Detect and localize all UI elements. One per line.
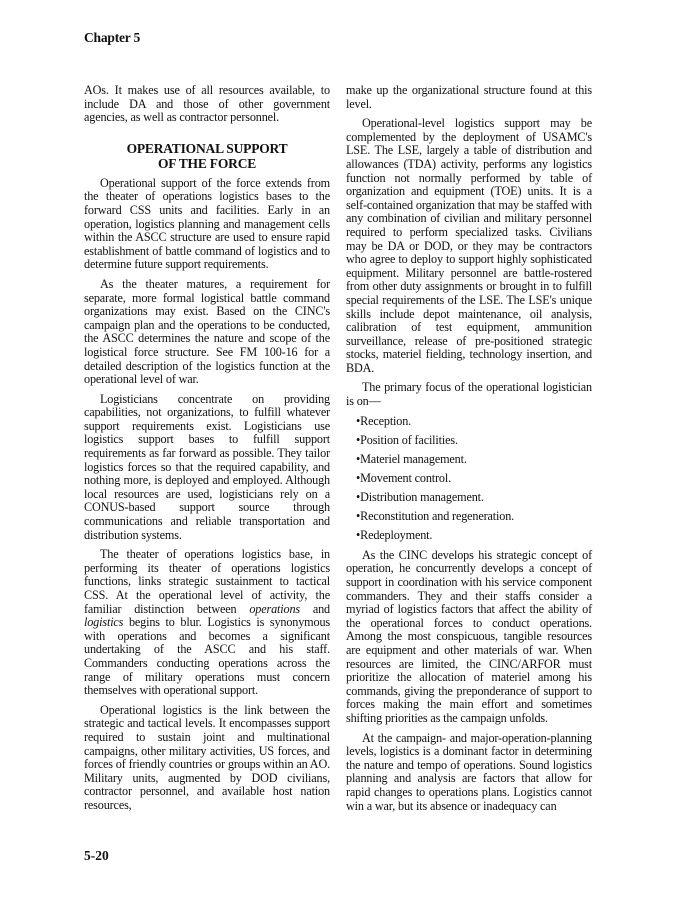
list-item: •Reconstitution and regeneration.	[356, 509, 515, 524]
list-item: •Distribution management.	[356, 490, 484, 505]
section-heading	[84, 141, 330, 171]
paragraph: As the theater matures, a requirement for separate, more formal logistical battle command organizations may exist. Based on the CINC's campaign plan and the operations to be conducted, the ASCC determines the nature and scope of the logistical force structure. See FM 100-16 for a detailed description of the logistics function at the operational level of war.	[84, 276, 330, 387]
left-column	[84, 84, 330, 819]
emphasis-operations: operations	[249, 601, 300, 616]
paragraph: The primary focus of the operational logistician is on—	[346, 380, 592, 409]
paragraph	[84, 548, 330, 698]
paragraph: As the CINC develops his strategic concept of operation, he concurrently develops a concept of support in coordination with his service component commanders. They and their staffs consider a myriad of logistics factors that affect the ability of the operational forces to conduct operations. Among the most conspicuous, tangible resources are equipment and other materials of war. When resources are limited, the CINC/ARFOR must prioritize the allocation of materiel among his commands, giving the preponderance of support to forces making the main effort and sometimes shifting priorities as the campaign unfolds.	[346, 547, 592, 725]
right-column	[346, 84, 592, 819]
text-run: and	[299, 601, 330, 616]
list-item: •Redeployment.	[356, 528, 433, 543]
paragraph: Operational support of the force extends from the theater of operations logistics bases to the forward CSS units and facilities. Early in an operation, logistics planning and management cells within the ASCC structure are used to ensure rapid establishment of battle command of logistics and to determine future support requirements.	[84, 175, 330, 272]
chapter-header: Chapter 5	[84, 30, 141, 45]
paragraph: Logisticians concentrate on providing capabilities, not organizations, to fulfill whatever support requirements exist. Logisticians use logistics support bases to fulfill support requirements as far forward as possible. They tailor logistics forces so that the required capability, and nothing more, is deployed and employed. Although local resources are used, logisticians rely on a CONUS-based support source through communications and reliable transportation and distribution systems.	[84, 391, 330, 542]
paragraph: AOs. It makes use of all resources available, to include DA and those of other government agencies, as well as contractor personnel.	[84, 83, 330, 125]
emphasis-logistics: logistics	[84, 615, 124, 630]
list-item: •Reception.	[356, 413, 412, 428]
text-run: begins to blur. Logistics is synonymous with operations and becomes a significant undertaking of the ASCC and his staff. Commanders conducting operations across the range of military operations must concern themselves with operational support.	[84, 615, 330, 698]
page-number: 5-20	[84, 848, 109, 863]
paragraph: Operational logistics is the link between the strategic and tactical levels. It encompasses support required to sustain joint and multinational campaigns, other military activities, US forces, and forces of friendly countries or groups within an AO. Military units, augmented by DOD civilians, contractor personnel, and available host nation resources,	[84, 702, 330, 812]
paragraph: make up the organizational structure found at this level.	[346, 83, 592, 111]
paragraph: At the campaign- and major-operation-planning levels, logistics is a dominant factor in determining the nature and tempo of operations. Sound logistics planning and analysis are factors that allow for rapid changes to operations plans. Logistics cannot win a war, but its absence or inadequacy can	[346, 730, 592, 813]
text-run: The theater of operations logistics base, in performing its theater of operations logistics functions, links strategic sustainment to tactical CSS. At the operational level of activity, the familiar distinction between	[84, 547, 330, 616]
paragraph: Operational-level logistics support may be complemented by the deployment of USAMC's LSE. The LSE, largely a table of distribution and allowances (TDA) activity, performs any logistics function not normally performed by table of organization and equipment (TOE) units. It is a self-contained organization that may be staffed with any combination of civilian and military personnel required to perform specialized tasks. Civilians may be DA or DOD, or they may be contractors who agree to deploy to support highly sophisticated equipment. Military personnel are battle-rostered from other duty assignments or brought in to fulfill special requirements of the LSE. The LSE's unique skills include depot maintenance, oil analysis, calibration of test equipment, ammunition surveillance, release of pre-positioned strategic stocks, materiel fielding, technology insertion, and BDA.	[346, 116, 592, 375]
focus-list	[356, 415, 592, 543]
list-item: •Materiel management.	[356, 451, 467, 466]
section-heading-line: OF THE FORCE	[157, 155, 257, 171]
section-heading-line: OPERATIONAL SUPPORT	[126, 140, 288, 156]
list-item: •Movement control.	[356, 470, 451, 485]
list-item: •Position of facilities.	[356, 432, 458, 447]
